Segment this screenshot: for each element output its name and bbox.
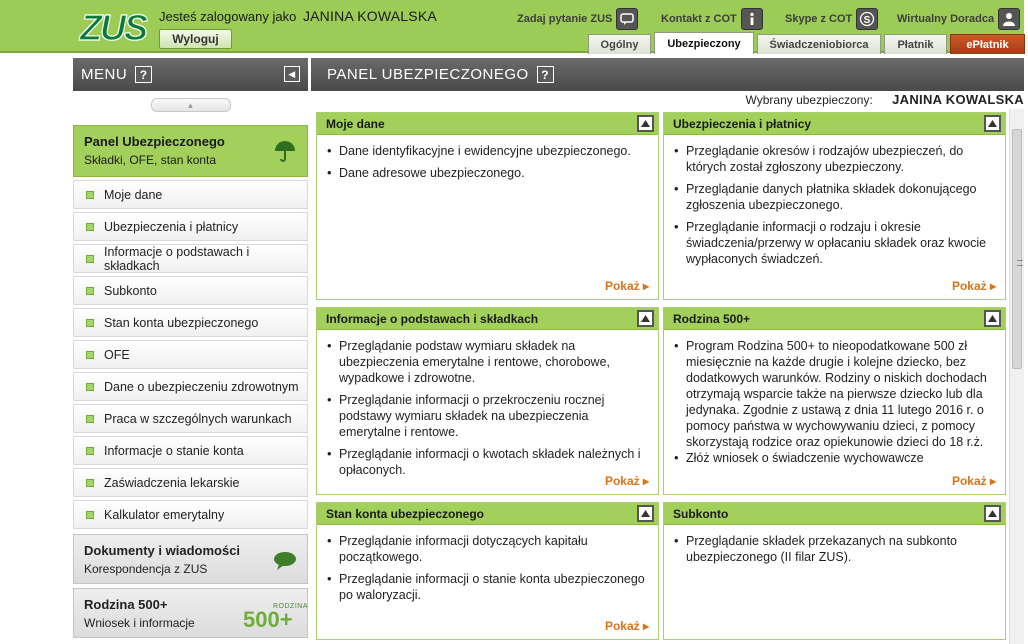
scrollbar-grip-icon (1017, 260, 1023, 266)
list-item: • Przeglądanie informacji o rodzaju i okresie świadczenia/przerwy w opłacaniu składek oraz kwocie wypłaconych świadczeń. (674, 219, 995, 267)
skype-icon (856, 8, 878, 30)
virtual-advisor-label: Wirtualny Doradca (897, 13, 995, 25)
sidebar-item-label: Praca w szczególnych warunkach (104, 411, 292, 426)
card-rodzina (663, 307, 1006, 495)
sidebar-item-info-konto[interactable] (73, 436, 308, 465)
logged-user-name: JANINA KOWALSKA (302, 8, 437, 24)
rodzina-logo-big: 500+ (243, 607, 293, 632)
sidebar-item-podstawy[interactable] (73, 244, 308, 273)
logged-in-info (159, 8, 437, 24)
logout-button[interactable]: Wyloguj (159, 29, 232, 49)
svg-text:S: S (863, 15, 871, 26)
tab-platnik[interactable]: Płatnik (884, 34, 947, 54)
list-item: • Przeglądanie informacji o kwotach składek należnych i opłaconych. (327, 446, 648, 478)
bullet-icon (86, 511, 94, 519)
sidebar-item-label: OFE (104, 347, 130, 362)
list-item: • Przeglądanie okresów i rodzajów ubezpieczeń, do których został zgłoszony ubezpieczony. (674, 143, 995, 175)
show-link[interactable]: Pokaż ▸ (604, 474, 649, 488)
skype-cot-link[interactable] (785, 8, 878, 30)
contact-cot-link[interactable] (661, 8, 763, 30)
selected-name: JANINA KOWALSKA (892, 92, 1024, 107)
card-title: Informacje o podstawach i składkach (326, 311, 539, 326)
menu-help-icon[interactable]: ? (135, 66, 152, 83)
card-title: Stan konta ubezpieczonego (326, 506, 485, 521)
main-help-icon[interactable]: ? (537, 66, 554, 83)
rodzina-subtitle: Wniosek i informacje (84, 616, 195, 630)
panel-ubezp-title: Panel Ubezpieczonego (84, 134, 225, 149)
bullet-icon (86, 351, 94, 359)
show-link[interactable]: Pokaż ▸ (604, 279, 649, 293)
list-item: • Przeglądanie informacji dotyczących kapitału początkowego. (327, 533, 648, 565)
sidebar-item-ofe[interactable] (73, 340, 308, 369)
selected-label: Wybrany ubezpieczony: (745, 93, 873, 107)
card-subkonto (663, 502, 1006, 640)
card-header (317, 113, 658, 135)
list-item: • Przeglądanie informacji o przekroczeniu rocznej podstawy wymiaru składek na ubezpieczenia emerytalne i rentowe. (327, 392, 648, 440)
rodzina-title: Rodzina 500+ (84, 597, 168, 612)
sidebar (73, 58, 308, 644)
menu-header (73, 58, 308, 91)
list-item: • Przeglądanie danych płatnika składek dokonującego zgłoszenia ubezpieczonego. (674, 181, 995, 213)
collapse-card-icon[interactable] (984, 310, 1001, 327)
sidebar-item-subkonto[interactable] (73, 276, 308, 305)
show-link[interactable]: Pokaż ▸ (951, 279, 996, 293)
card-title: Subkonto (673, 506, 729, 521)
list-item: • Dane identyfikacyjne i ewidencyjne ubezpieczonego. (327, 143, 648, 159)
sidebar-item-label: Dane o ubezpieczeniu zdrowotnym (104, 379, 299, 394)
contact-cot-label: Kontakt z COT (661, 13, 737, 25)
card-ubezpieczenia (663, 112, 1006, 300)
collapse-card-icon[interactable] (637, 505, 654, 522)
bullet-icon (86, 415, 94, 423)
list-item: • Przeglądanie składek przekazanych na subkonto ubezpieczonego (II filar ZUS). (674, 533, 995, 565)
collapse-card-icon[interactable] (637, 115, 654, 132)
bullet-icon (86, 479, 94, 487)
tab-eplatnik[interactable]: ePłatnik (950, 34, 1025, 54)
menu-scroll-up-icon[interactable]: ▲ (151, 98, 231, 112)
bullet-icon (86, 287, 94, 295)
card-title: Moje dane (326, 116, 385, 131)
sidebar-item-label: Informacje o stanie konta (104, 443, 244, 458)
menu-title: MENU (81, 66, 128, 83)
sidebar-item-ubezpieczenia[interactable] (73, 212, 308, 241)
svg-text:ZUS: ZUS (80, 7, 146, 48)
card-stan-konta (316, 502, 659, 640)
show-link-label: Pokaż (951, 474, 987, 488)
logged-label: Jesteś zalogowany jako (159, 9, 297, 24)
card-header (664, 308, 1005, 330)
card-header (317, 503, 658, 525)
bullet-icon (86, 223, 94, 231)
skype-cot-label: Skype z COT (785, 13, 853, 25)
tab-ogolny[interactable]: Ogólny (588, 34, 651, 54)
card-header (664, 503, 1005, 525)
main-tabs (588, 34, 1028, 54)
documents-subtitle: Korespondencja z ZUS (84, 562, 208, 576)
collapse-card-icon[interactable] (984, 505, 1001, 522)
card-title: Ubezpieczenia i płatnicy (673, 116, 812, 131)
collapse-card-icon[interactable] (637, 310, 654, 327)
tab-swiadczeniobiorca[interactable]: Świadczeniobiorca (757, 34, 881, 54)
sidebar-item-zaswiadczenia[interactable] (73, 468, 308, 497)
sidebar-item-label: Subkonto (104, 283, 157, 298)
main-scrollbar[interactable] (1009, 109, 1024, 644)
sidebar-item-stan-konta[interactable] (73, 308, 308, 337)
list-item[interactable]: • Złóż wniosek o świadczenie wychowawcze (674, 450, 995, 466)
sidebar-item-moje-dane[interactable] (73, 180, 308, 209)
top-header (0, 0, 1024, 53)
card-header (317, 308, 658, 330)
bullet-icon (86, 319, 94, 327)
ask-zus-label: Zadaj pytanie ZUS (517, 13, 613, 25)
sidebar-item-label: Kalkulator emerytalny (104, 507, 225, 522)
advisor-icon (998, 8, 1020, 30)
card-title: Rodzina 500+ (673, 311, 751, 326)
sidebar-item-label: Moje dane (104, 187, 163, 202)
sidebar-item-label: Stan konta ubezpieczonego (104, 315, 259, 330)
card-podstawy (316, 307, 659, 495)
panel-ubezp-subtitle: Składki, OFE, stan konta (84, 153, 217, 167)
umbrella-icon (273, 139, 297, 163)
show-link[interactable]: Pokaż ▸ (951, 474, 996, 488)
list-item: • Program Rodzina 500+ to nieopodatkowane 500 zł miesięcznie na każde drugie i kolejne dziecko, bez dodatkowych warunków. Rodziny o niskich dochodach otrzymają wsparcie także na pierwsze dziecko lub dla jedynaka. Zgodnie z ustawą z dnia 11 lutego 2016 r. o pomocy państwa w wychowywaniu dzieci, z pomocy skorzystają rodzice oraz opiekunowie dzieci do 18 r.ż. (674, 338, 995, 450)
show-link-label: Pokaż (951, 279, 987, 293)
bullet-icon (86, 447, 94, 455)
documents-title: Dokumenty i wiadomości (84, 543, 241, 558)
ask-zus-link[interactable] (517, 8, 638, 30)
chat-icon (616, 8, 638, 30)
rodzina-logo-small: RODZINA (273, 603, 308, 610)
speech-bubble-icon (273, 551, 297, 571)
sidebar-item-label: Zaświadczenia lekarskie (104, 475, 240, 490)
bullet-icon (86, 191, 94, 199)
collapse-card-icon[interactable] (984, 115, 1001, 132)
list-item: • Przeglądanie informacji o stanie konta ubezpieczonego po waloryzacji. (327, 571, 648, 603)
show-link[interactable]: Pokaż ▸ (604, 619, 649, 633)
card-header (664, 113, 1005, 135)
zus-logo[interactable] (78, 6, 146, 48)
info-icon (741, 8, 763, 30)
sidebar-panel-rodzina[interactable] (73, 588, 308, 638)
scrollbar-thumb[interactable] (1012, 129, 1022, 369)
sidebar-item-praca[interactable] (73, 404, 308, 433)
zus-logo-icon (78, 6, 146, 48)
sidebar-panel-ubezpieczonego[interactable] (73, 125, 308, 177)
bullet-icon (86, 255, 94, 263)
tab-ubezpieczony[interactable]: Ubezpieczony (654, 32, 754, 54)
list-item: • Dane adresowe ubezpieczonego. (327, 165, 648, 181)
bullet-icon (86, 383, 94, 391)
collapse-menu-icon[interactable]: ◀ (284, 66, 300, 82)
main-panel-header (311, 58, 1024, 91)
selected-insured (311, 92, 1024, 108)
sidebar-panel-documents[interactable] (73, 534, 308, 584)
sidebar-item-label: Informacje o podstawach i składkach (104, 244, 250, 273)
sidebar-item-label: Ubezpieczenia i płatnicy (104, 219, 239, 234)
sidebar-item-kalkulator[interactable] (73, 500, 308, 529)
show-link-label: Pokaż (604, 474, 640, 488)
virtual-advisor-link[interactable] (897, 8, 1020, 30)
rodzina-500-logo-icon (243, 599, 308, 632)
sidebar-item-zdrowotne[interactable] (73, 372, 308, 401)
list-item: • Przeglądanie podstaw wymiaru składek na ubezpieczenia emerytalne i rentowe, chorobowe, wypadkowe i zdrowotne. (327, 338, 648, 386)
main-panel-title: PANEL UBEZPIECZONEGO (327, 66, 529, 83)
card-moje-dane (316, 112, 659, 300)
show-link-label: Pokaż (604, 279, 640, 293)
show-link-label: Pokaż (604, 619, 640, 633)
